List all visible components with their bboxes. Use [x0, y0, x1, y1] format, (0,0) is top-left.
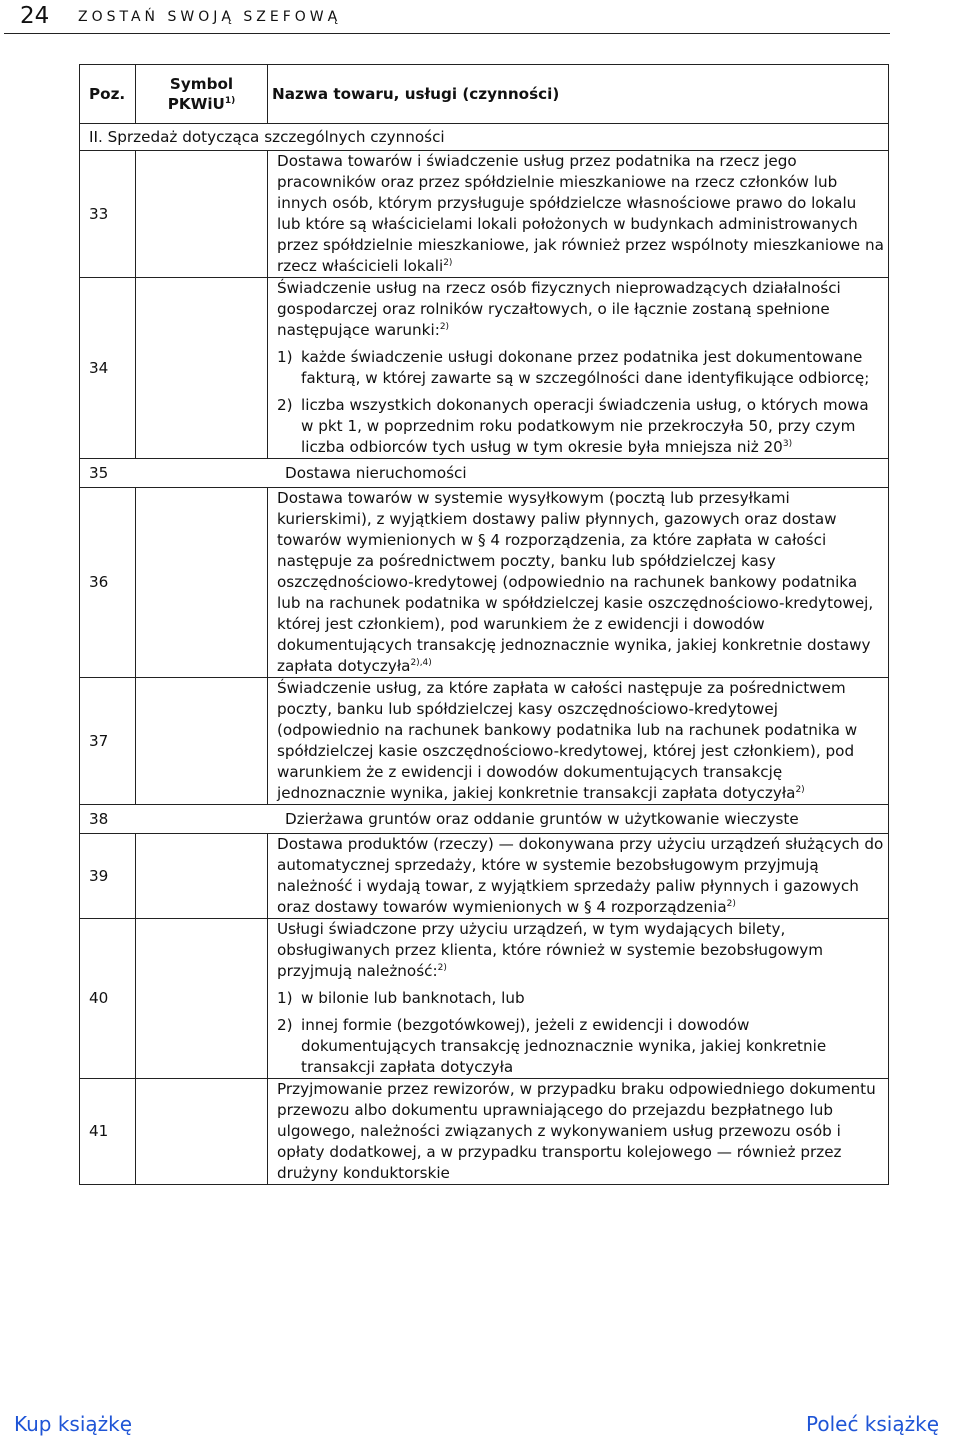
section-title: ZOSTAŃ SWOJĄ SZEFOWĄ	[78, 9, 342, 25]
row-symbol	[136, 678, 268, 805]
row-text: Przyjmowanie przez rewizorów, w przypadku braku odpowiedniego dokumentu przewozu albo dokumentu uprawniającego do przejazdu bezpłatnego lub ulgowego, należności związanych z wykonywaniem usług przewozu osób i opłaty dodatkowej, a w przypadku transportu kolejowego — również przez drużyny konduktorskie	[277, 1080, 876, 1182]
page-number: 24	[20, 3, 50, 29]
page-header	[0, 0, 960, 36]
row-symbol	[136, 278, 268, 459]
col-header-pos: Poz.	[80, 65, 136, 124]
row-cell-merged	[80, 805, 889, 834]
row-description: Dostawa nieruchomości	[285, 463, 467, 482]
list-item	[277, 988, 884, 1009]
footnote-ref: 2)	[439, 322, 450, 332]
table-header-row	[80, 65, 889, 124]
table-row	[80, 1079, 889, 1185]
row-symbol	[136, 1079, 268, 1185]
row-symbol	[136, 834, 268, 919]
row-description	[268, 919, 889, 1079]
col-header-name: Nazwa towaru, usługi (czynności)	[268, 65, 889, 124]
row-description: Dzierżawa gruntów oraz oddanie gruntów w użytkowanie wieczyste	[285, 809, 799, 828]
row-text: Świadczenie usług na rzecz osób fizycznych nieprowadzących działalności gospodarczej oraz rolników ryczałtowych, o ile łącznie zostaną spełnione następujące warunki:	[277, 279, 841, 339]
row-text: Dostawa towarów w systemie wysyłkowym (pocztą lub przesyłkami kurierskimi), z wyjątkiem dostawy paliw płynnych, gazowych oraz dostaw towarów wymienionych w § 4 rozporządzenia, za które zapłata w całości następuje za pośrednictwem poczty, banku lub spółdzielczej kasy oszczędnościowo-kredytowej (odpowiednio na rachunek bankowy podatnika lub na rachunek podatnika w spółdzielczej kasie oszczędnościowo-kredytowej, której jest członkiem), pod warunkiem że z ewidencji i dowodów dokumentujących transakcję jednoznacznie wynika, jakiej konkretnie dostawy zapłata dotyczyła	[277, 489, 874, 675]
row-description	[268, 278, 889, 459]
header-rule	[4, 33, 890, 34]
row-description	[268, 834, 889, 919]
table-row	[80, 805, 889, 834]
row-cell-merged	[80, 459, 889, 488]
table-row	[80, 488, 889, 678]
row-description	[268, 151, 889, 278]
list-item-number: 1)	[277, 348, 293, 366]
row-symbol	[136, 919, 268, 1079]
list-item	[277, 1015, 884, 1078]
list-item	[277, 347, 884, 389]
row-text: Świadczenie usług, za które zapłata w całości następuje za pośrednictwem poczty, banku lub spółdzielczej kasy oszczędnościowo-kredytowej (odpowiednio na rachunek bankowy podatnika lub na rachunek podatnika w spółdzielczej kasie oszczędnościowo-kredytowej, której jest członkiem), pod warunkiem że z ewidencji i dowodów dokumentujących transakcję jednoznacznie wynika, jakiej konkretnie transakcji zapłata dotyczyła	[277, 679, 858, 802]
section-heading: II. Sprzedaż dotycząca szczególnych czynności	[80, 124, 889, 151]
row-description	[268, 1079, 889, 1185]
table-row	[80, 919, 889, 1079]
section-heading-row	[80, 124, 889, 151]
row-position: 40	[80, 919, 136, 1079]
list-item-number: 2)	[277, 396, 293, 414]
list-item-text: w bilonie lub banknotach, lub	[301, 989, 525, 1007]
buy-book-link[interactable]: Kup książkę	[14, 1412, 133, 1436]
list-item-text: każde świadczenie usługi dokonane przez podatnika jest dokumentowane fakturą, w której zawarte są w szczególności dane identyfikujące odbiorcę;	[301, 348, 870, 387]
row-position: 35	[89, 463, 109, 482]
list-item-number: 2)	[277, 1016, 293, 1034]
recommend-book-link[interactable]: Poleć książkę	[806, 1412, 939, 1436]
footnote-ref: 2)	[726, 899, 736, 909]
row-position: 38	[89, 809, 109, 828]
row-position: 36	[80, 488, 136, 678]
goods-services-table	[79, 64, 889, 1185]
row-symbol	[136, 151, 268, 278]
row-symbol	[136, 488, 268, 678]
row-position: 34	[80, 278, 136, 459]
row-description	[268, 488, 889, 678]
col-header-symbol: Symbol PKWiU$^{1)}$	[136, 65, 268, 124]
row-position: 41	[80, 1079, 136, 1185]
row-text: Usługi świadczone przy użyciu urządzeń, w tym wydających bilety, obsługiwanych przez klienta, które również w systemie bezobsługowym przyjmują należność:	[277, 920, 824, 980]
table-row	[80, 151, 889, 278]
footnote-ref: 2)	[795, 785, 805, 795]
list-item-text: innej formie (bezgotówkowej), jeżeli z ewidencji i dowodów dokumentujących transakcję jednoznacznie wynika, jakiej konkretnie transakcji zapłata dotyczyła	[301, 1016, 827, 1076]
row-text: Dostawa towarów i świadczenie usług przez podatnika na rzecz jego pracowników oraz przez spółdzielnie mieszkaniowe na rzecz członków lub innych osób, którym przysługuje spółdzielcze własnościowe prawo do lokalu lub które są właścicielami lokali położonych w budynkach administrowanych przez spółdzielnie mieszkaniowe, jak również przez wspólnoty mieszkaniowe na rzecz właścicieli lokali	[277, 152, 884, 275]
table-row	[80, 459, 889, 488]
table-row	[80, 278, 889, 459]
row-position: 33	[80, 151, 136, 278]
footnote-ref: 2)	[437, 963, 447, 973]
row-position: 37	[80, 678, 136, 805]
table-row	[80, 834, 889, 919]
footnote-ref: 3)	[782, 439, 793, 449]
list-item-number: 1)	[277, 989, 293, 1007]
row-position: 39	[80, 834, 136, 919]
footnote-ref: 2)	[443, 258, 453, 268]
row-text: Dostawa produktów (rzeczy) — dokonywana przy użyciu urządzeń służących do automatycznej sprzedaży, które w systemie bezobsługowym przyjmują należność i wydają towar, z wyjątkiem sprzedaży paliw płynnych i gazowych oraz dostawy towarów wymienionych w § 4 rozporządzenia	[277, 835, 884, 916]
footnote-ref: 2),4)	[410, 658, 432, 668]
table-row	[80, 678, 889, 805]
list-item-text: liczba wszystkich dokonanych operacji świadczenia usług, o których mowa w pkt 1, w poprzednim roku podatkowym nie przekroczyła 50, przy czym liczba odbiorców tych usług w tym okresie była mniejsza niż 20	[301, 396, 869, 456]
row-description	[268, 678, 889, 805]
list-item	[277, 395, 884, 458]
